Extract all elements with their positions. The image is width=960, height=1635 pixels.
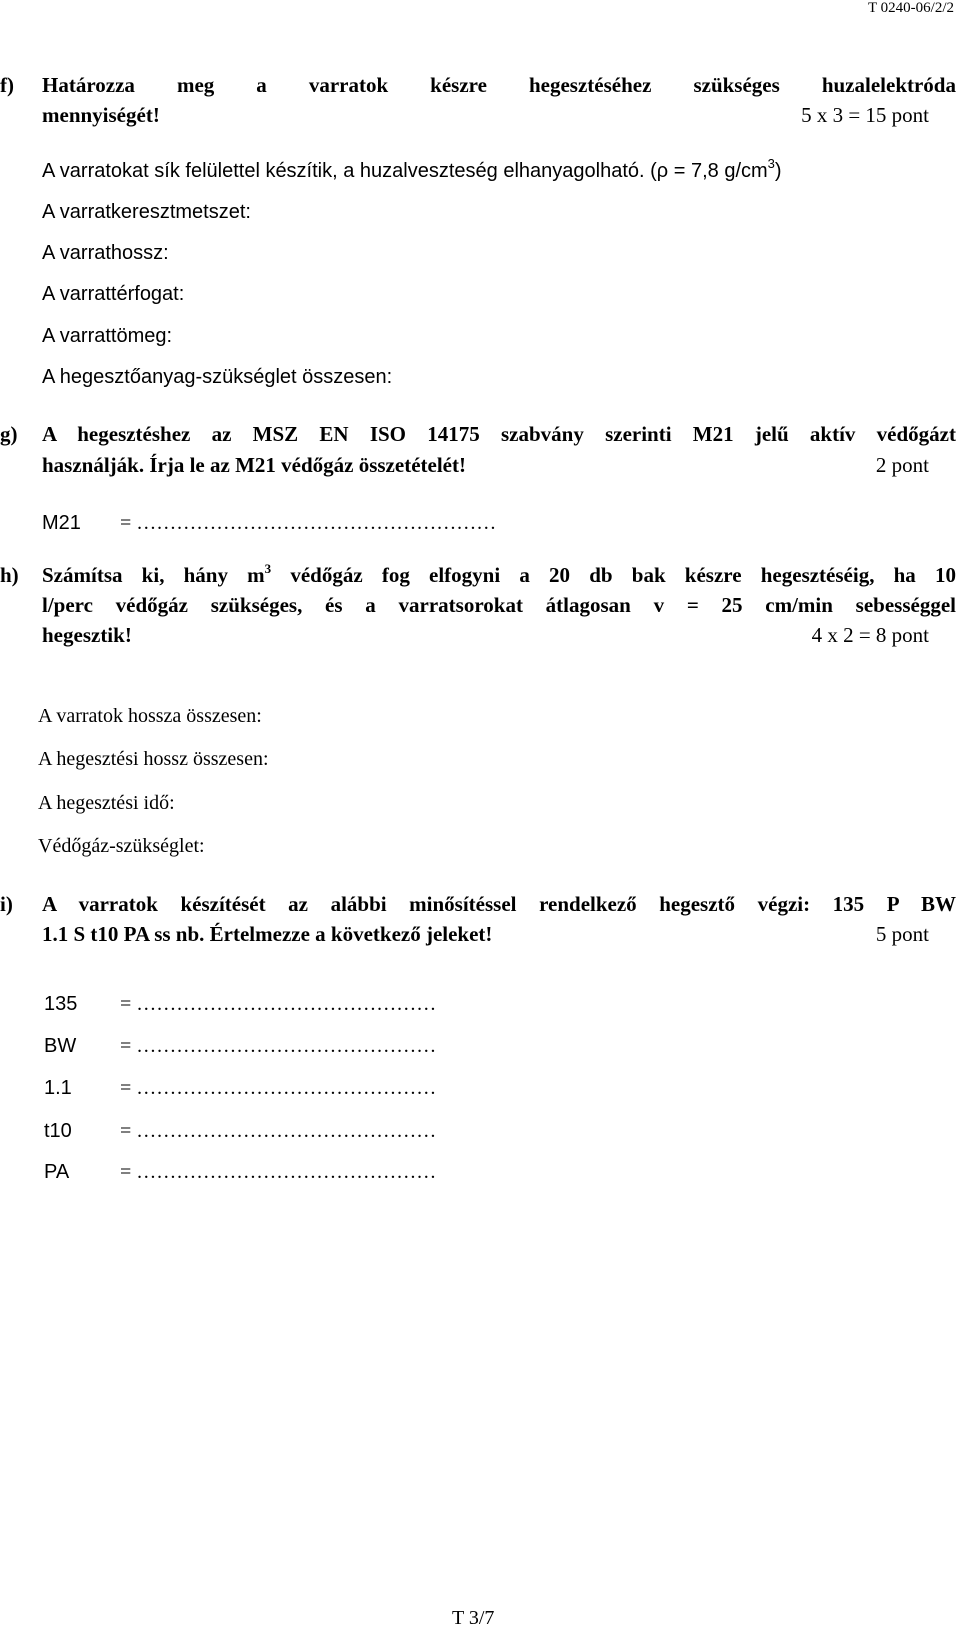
density-superscript: 3 bbox=[767, 156, 775, 171]
m21-answer-line[interactable]: = ……………………………………………… bbox=[120, 512, 497, 534]
question-h-line-1-a: Számítsa ki, hány m bbox=[42, 563, 265, 587]
question-h-line-3: hegesztik! bbox=[42, 623, 132, 647]
question-g-line-1: A hegesztéshez az MSZ EN ISO 14175 szabvány szerinti M21 jelű aktív védőgázt bbox=[42, 422, 956, 446]
code-label-1-1: 1.1 bbox=[44, 1077, 72, 1099]
question-i-line-2: 1.1 S t10 PA ss nb. Értelmezze a következő jeleket! bbox=[42, 922, 493, 946]
answer-line-1-1[interactable]: = ……………………………………… bbox=[120, 1077, 437, 1099]
density-close: ) bbox=[774, 160, 782, 182]
answer-label: A hegesztési hossz összesen: bbox=[38, 748, 269, 770]
question-i-points: 5 pont bbox=[875, 922, 929, 946]
question-h-line-1 bbox=[42, 563, 956, 588]
question-h-line-2: l/perc védőgáz szükséges, és a varratsorokat átlagosan v = 25 cm/min sebességgel bbox=[42, 593, 956, 617]
code-label-t10: t10 bbox=[44, 1120, 72, 1142]
question-letter-g: g) bbox=[0, 422, 18, 446]
answer-label: A varratkeresztmetszet: bbox=[42, 201, 251, 223]
density-open: (ρ = 7,8 g/cm bbox=[650, 160, 768, 182]
question-h-points: 4 x 2 = 8 pont bbox=[811, 623, 929, 647]
answer-line-bw[interactable]: = ……………………………………… bbox=[120, 1035, 437, 1057]
question-g-points: 2 pont bbox=[875, 453, 929, 477]
answer-label: Védőgáz-szükséglet: bbox=[38, 835, 205, 857]
question-f-intro bbox=[42, 156, 782, 183]
answer-line-135[interactable]: = ……………………………………… bbox=[120, 993, 437, 1015]
answer-label: A hegesztőanyag-szükséglet összesen: bbox=[42, 366, 393, 388]
m21-label: M21 bbox=[42, 512, 81, 534]
page-number: T 3/7 bbox=[452, 1607, 495, 1629]
question-g-line-2: használják. Írja le az M21 védőgáz összetételét! bbox=[42, 453, 466, 477]
code-label-pa: PA bbox=[44, 1161, 70, 1183]
answer-label: A hegesztési idő: bbox=[38, 792, 175, 814]
answer-line-t10[interactable]: = ……………………………………… bbox=[120, 1120, 437, 1142]
code-label-bw: BW bbox=[44, 1035, 77, 1057]
question-f-intro-text: A varratokat sík felülettel készítik, a huzalveszteség elhanyagolható. bbox=[42, 160, 645, 182]
answer-label: A varrattérfogat: bbox=[42, 283, 185, 305]
document-code: T 0240-06/2/2 bbox=[868, 0, 954, 16]
answer-label: A varrattömeg: bbox=[42, 325, 173, 347]
answer-label: A varrathossz: bbox=[42, 242, 169, 264]
cubic-superscript: 3 bbox=[264, 561, 272, 576]
question-h-line-1-b: védőgáz fog elfogyni a 20 db bak készre hegesztéséig, ha 10 bbox=[271, 563, 956, 587]
question-letter-i: i) bbox=[0, 892, 13, 916]
question-letter-f: f) bbox=[0, 73, 14, 97]
answer-label: A varratok hossza összesen: bbox=[38, 705, 262, 727]
question-f-line-1: Határozza meg a varratok készre hegesztéséhez szükséges huzalelektróda bbox=[42, 73, 956, 97]
question-f-points: 5 x 3 = 15 pont bbox=[801, 103, 929, 127]
question-letter-h: h) bbox=[0, 563, 19, 587]
answer-line-pa[interactable]: = ……………………………………… bbox=[120, 1161, 437, 1183]
question-f-line-2: mennyiségét! bbox=[42, 103, 160, 127]
question-i-line-1: A varratok készítését az alábbi minősítéssel rendelkező hegesztő végzi: 135 P BW bbox=[42, 892, 956, 916]
code-label-135: 135 bbox=[44, 993, 78, 1015]
